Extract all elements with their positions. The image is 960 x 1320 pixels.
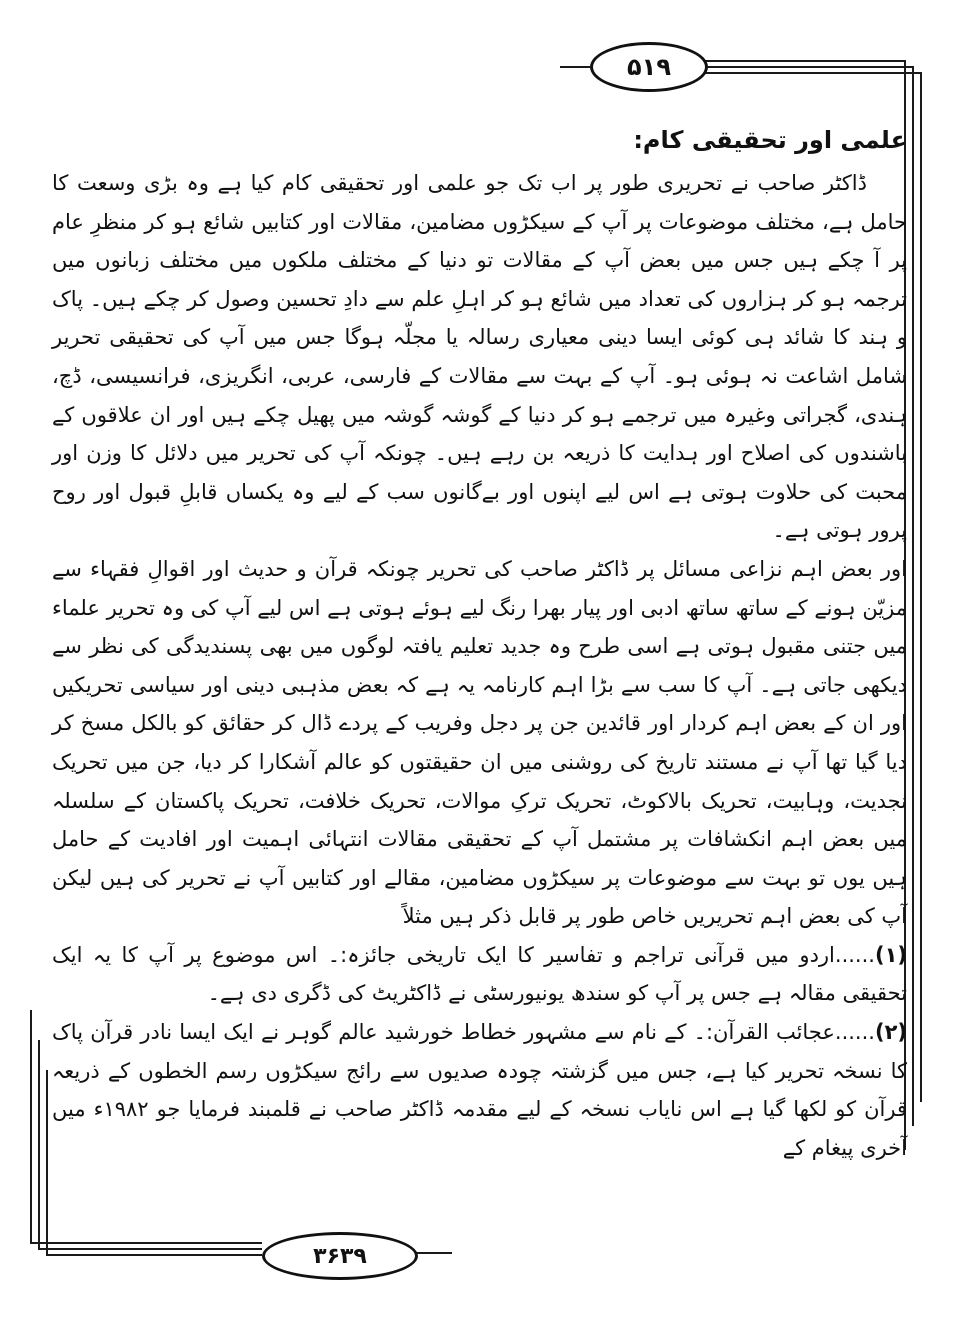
list-item-2 bbox=[52, 1013, 907, 1167]
frame-right-line-3 bbox=[920, 72, 922, 1102]
frame-right-line-2 bbox=[912, 66, 914, 1126]
frame-top-line-1 bbox=[704, 60, 904, 62]
list-item-number: (۲) bbox=[874, 1020, 907, 1045]
paragraph-1: ڈاکٹر صاحب نے تحریری طور پر اب تک جو علمی اور تحقیقی کام کیا ہے وہ بڑی وسعت کا حامل ہے، مختلف موضوعات پر آپ کے سیکڑوں مضامین، مقالات اور کتابیں شائع ہو کر منظرِ عام پر آ چکے ہیں جس میں بعض آپ کے مقالات تو دنیا کے مختلف ملکوں میں مختلف زبانوں میں ترجمہ ہو کر ہزاروں کی تعداد میں شائع ہو کر اہلِ علم سے دادِ تحسین وصول کر چکے ہیں۔ پاک و ہند کا شائد ہی کوئی ایسا دینی معیاری رسالہ یا مجلّہ ہوگا جس میں آپ کی تحقیقی تحریر شامل اشاعت نہ ہوئی ہو۔ آپ کے بہت سے مقالات کے فارسی، عربی، انگریزی، فرانسیسی، ڈچ، ہندی، گجراتی وغیرہ میں ترجمے ہو کر دنیا کے گوشہ گوشہ میں پھیل چکے ہیں اور ان علاقوں کے باشندوں کی اصلاح اور ہدایت کا ذریعہ بن رہے ہیں۔ چونکہ آپ کی تحریر میں دلائل کا وزن اور محبت کی حلاوت ہوتی ہے اس لیے اپنوں اور بےگانوں سب کے لیے وہ یکساں قابلِ قبول اور روح پرور ہوتی ہے۔ bbox=[52, 171, 907, 543]
paragraph-2: اور بعض اہم نزاعی مسائل پر ڈاکٹر صاحب کی تحریر چونکہ قرآن و حدیث اور اقوالِ فقہاء سے مزیّن ہونے کے ساتھ ساتھ ادبی اور پیار بھرا رنگ لیے ہوئے ہوتی ہے اس لیے آپ کی وہ تحریر علماء میں جتنی مقبول ہوتی ہے اسی طرح وہ جدید تعلیم یافتہ لوگوں میں بھی پسندیدگی کی نظر سے دیکھی جاتی ہے۔ آپ کا سب سے بڑا اہم کارنامہ یہ ہے کہ بعض مذہبی دینی اور سیاسی تحریکیں اور ان کے بعض اہم کردار اور قائدین جن پر دجل وفریب کے پردے ڈال کر حقائق کو بالکل مسخ کر دیا گیا تھا آپ نے مستند تاریخ کی روشنی میں ان حقیقتوں کو عالم آشکارا کر دیا، جن میں تحریک نجدیت، وہابیت، تحریک بالاکوٹ، تحریک ترکِ موالات، تحریک خلافت، تحریک پاکستان کے سلسلہ میں بعض اہم انکشافات پر مشتمل آپ کے تحقیقی مقالات انتہائی اہمیت اور افادیت کے حامل ہیں یوں تو بہت سے موضوعات پر سیکڑوں مضامین، مقالے اور کتابیں آپ نے تحریر کی ہیں لیکن آپ کی بعض اہم تحریریں خاص طور پر قابل ذکر ہیں مثلاً bbox=[52, 556, 907, 929]
page-number-top: ۵۱۹ bbox=[590, 42, 708, 92]
frame-left-line-3 bbox=[46, 1070, 48, 1254]
section-heading: علمی اور تحقیقی کام: bbox=[633, 126, 907, 154]
frame-top-line-3 bbox=[704, 72, 920, 74]
list-item-text: ......اردو میں قرآنی تراجم و تفاسیر کا ایک تاریخی جائزہ:۔ اس موضوع پر آپ کا یہ ایک تحقیقی مقالہ ہے جس پر آپ کو سندھ یونیورسٹی نے ڈاکٹریٹ کی ڈگری دی ہے۔ bbox=[52, 942, 907, 1006]
frame-left-line-2 bbox=[38, 1040, 40, 1248]
list-item-text: ......عجائب القرآن:۔ کے نام سے مشہور خطاط خورشید عالم گوہر نے ایک ایسا نادر قرآن پاک کا نسخہ تحریر کیا ہے، جس میں گزشتہ چودہ صدیوں سے رائج سیکڑوں رسم الخطوں کے ذریعہ قرآن کو لکھا گیا ہے اس نایاب نسخہ کے لیے مقدمہ ڈاکٹر صاحب نے قلمبند فرمایا جو ۱۹۸۲ء میں آخری پیغام کے bbox=[52, 1020, 907, 1160]
frame-bottom-right-line bbox=[412, 1252, 452, 1254]
document-body bbox=[52, 118, 907, 1167]
list-item-1 bbox=[52, 936, 907, 1013]
frame-bottom-line-2 bbox=[38, 1248, 262, 1250]
frame-bottom-line-1 bbox=[30, 1242, 262, 1244]
frame-left-line-1 bbox=[30, 1010, 32, 1242]
frame-top-left-line bbox=[560, 66, 590, 68]
list-item-number: (۱) bbox=[874, 942, 907, 967]
frame-bottom-line-3 bbox=[46, 1254, 262, 1256]
frame-top-line-2 bbox=[704, 66, 912, 68]
page-number-bottom: ۳۶۳۹ bbox=[262, 1232, 418, 1280]
